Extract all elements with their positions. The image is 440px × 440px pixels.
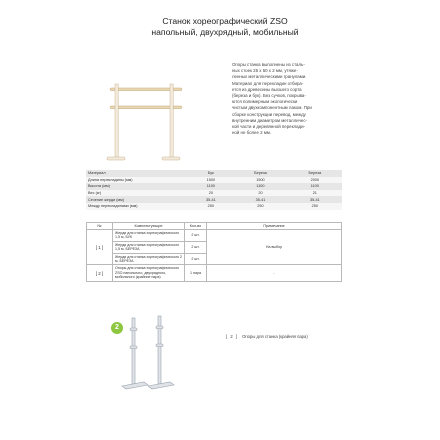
caption-number: [ 2 ] [226,334,238,339]
table-row [86,203,342,210]
spec-label: Сечение жерди (мм) [86,196,188,203]
table-row [86,196,342,203]
product-title [120,16,330,38]
spec-value: 250 [233,203,287,210]
spec-value: 20 [188,190,233,197]
spec-value: 20 [233,190,287,197]
rail-holder [130,328,137,331]
col-header-note: Примечание [207,223,342,230]
component-name: Жерди для станка хореографического 1,5 м, БУК [113,230,185,242]
component-name: Жерди для станка хореографического 2 м, БЕРЕЗА [113,253,185,265]
spec-value: 1100 [288,183,342,190]
component-qty: 1 пара [185,265,207,281]
table-row [86,183,342,190]
components-table [86,222,342,282]
spec-value: 35-41 [188,196,233,203]
spec-value: 35-41 [233,196,287,203]
component-name: Жерди для станка хореографического 1,5 м, БЕРЕЗА [113,241,185,253]
description-line: ются полимерным экологически [232,99,298,105]
rail-holder [130,346,137,349]
support-caption [226,334,308,339]
table-header-row [87,223,342,230]
spec-label: Длина перекладины (мм) [86,177,188,184]
spec-table [86,170,342,210]
description-line: ных стоек 25 х 50 х 2 мм, утяже- [232,68,298,74]
spec-value: 250 [188,203,233,210]
spec-label: Материал [86,170,188,177]
product-title-line2: напольный, двухрядный, мобильный [151,27,299,37]
product-title-line1: Станок хореографический ZSO [162,16,288,26]
rail-holder [156,326,163,329]
left-post [115,84,118,158]
component-note: - [207,265,342,281]
spec-value: 1500 [233,177,287,184]
description-line: сборке конструкции перевод, между [232,111,306,117]
right-post [170,84,173,158]
col-header-components: Комплектующие [113,223,185,230]
caption-text: Опоры для станка (крайняя пара) [242,334,308,339]
col-header-qty: Кол-во [185,223,207,230]
description-line: ленных металлическими гранулами. [232,74,307,80]
left-foot [107,157,125,160]
item-number: [ 2 ] [87,265,113,281]
description-line: кой части и деревянной переклади- [232,124,306,130]
component-note: На выбор [207,230,342,265]
barre-illustration [104,74,184,166]
spec-label: Вес (кг) [86,190,188,197]
description-line: ется из древесины высшего сорта [232,86,302,92]
spec-value: 2000 [288,177,342,184]
spec-value: 250 [288,203,342,210]
item-badge: 2 [111,322,123,334]
spec-value: 1100 [233,183,287,190]
table-row [87,230,342,242]
rail-holder [156,344,163,347]
table-row [86,190,342,197]
description-line: Материал для перекладин отбира- [232,80,304,86]
spec-label: Между перекладинами (мм) [86,203,188,210]
component-qty: 2 шт. [185,253,207,265]
component-qty: 2 шт. [185,241,207,253]
table-row [87,265,342,281]
right-foot [162,157,180,160]
spec-value: Береза [288,170,342,177]
spec-value: Береза [233,170,287,177]
description-line: (береза и бук). Без сучков, покрыва- [232,93,306,99]
spec-value: 21 [288,190,342,197]
spec-value: 1100 [188,183,233,190]
support-illustration [114,312,186,394]
spec-value: Бук [188,170,233,177]
spec-value: 1500 [188,177,233,184]
description-line: чистым двухкомпонентным лаком. При [232,105,312,111]
item-number: [ 1 ] [87,230,113,265]
description-line: Опоры станка выполнены из сталь- [232,62,305,67]
component-qty: 2 шт. [185,230,207,242]
component-name: Опоры для станка хореографического ZSO напольного, двухрядного, мобильного (крайние пара) [113,265,185,281]
col-header-num: № [87,223,113,230]
spec-value: 35-41 [288,196,342,203]
description-line: внутренним диаметром металличес- [232,117,307,123]
product-description [232,62,360,136]
spec-label: Высота (мм) [86,183,188,190]
description-line: ной не более 2 мм. [232,130,272,136]
table-row [86,170,342,177]
table-row [86,177,342,184]
